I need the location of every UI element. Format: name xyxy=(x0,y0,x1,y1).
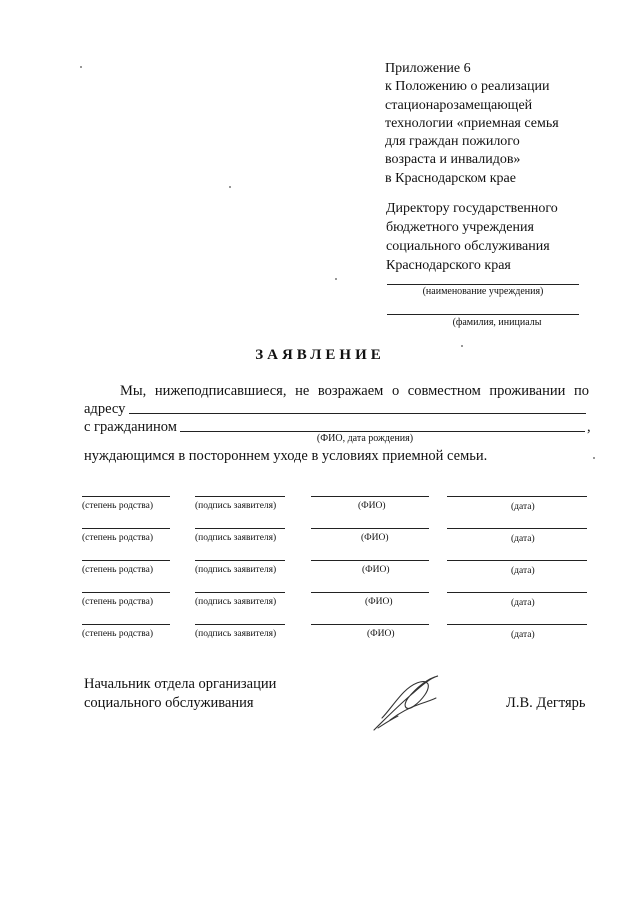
date-caption: (дата) xyxy=(511,534,535,544)
addressee-line: Директору государственного xyxy=(386,201,558,216)
signature-field[interactable] xyxy=(195,496,285,497)
signer-position-line: социального обслуживания xyxy=(84,695,254,711)
date-caption: (дата) xyxy=(511,502,535,512)
citizen-caption: (ФИО, дата рождения) xyxy=(316,433,414,444)
kinship-caption: (степень родства) xyxy=(82,565,154,575)
kinship-field[interactable] xyxy=(82,528,170,529)
citizen-label: с гражданином xyxy=(84,419,177,435)
scan-speck xyxy=(229,186,231,188)
fio-caption: (ФИО) xyxy=(361,533,389,543)
fio-caption: (ФИО) xyxy=(362,565,390,575)
institution-caption: (наименование учреждения) xyxy=(422,286,544,297)
date-caption: (дата) xyxy=(511,598,535,608)
scan-speck xyxy=(593,457,595,459)
addressee-line: Краснодарского края xyxy=(386,258,511,273)
date-caption: (дата) xyxy=(511,566,535,576)
date-field[interactable] xyxy=(447,624,587,625)
signature-field[interactable] xyxy=(195,592,285,593)
appendix-line: к Положению о реализации xyxy=(385,79,550,95)
signature-field[interactable] xyxy=(195,560,285,561)
appendix-line: в Краснодарском крае xyxy=(385,170,516,186)
name-caption: (фамилия, инициалы xyxy=(452,317,542,328)
appendix-reference xyxy=(385,60,615,188)
appendix-line: для граждан пожилого xyxy=(385,134,520,150)
fio-field[interactable] xyxy=(311,592,429,593)
kinship-caption: (степень родства) xyxy=(82,501,154,511)
signature-caption: (подпись заявителя) xyxy=(195,501,277,511)
scan-speck xyxy=(461,345,463,347)
statement-line: Мы, нижеподписавшиеся, не возражаем о совместном проживании по xyxy=(120,383,589,399)
fio-field[interactable] xyxy=(311,496,429,497)
appendix-line: стационарозамещающей xyxy=(385,97,533,113)
date-field[interactable] xyxy=(447,592,587,593)
signature-field[interactable] xyxy=(195,528,285,529)
name-line[interactable] xyxy=(387,314,579,315)
kinship-field[interactable] xyxy=(82,496,170,497)
signer-name: Л.В. Дегтярь xyxy=(506,695,586,711)
fio-caption: (ФИО) xyxy=(367,629,395,639)
kinship-field[interactable] xyxy=(82,624,170,625)
addressee-line: социального обслуживания xyxy=(386,239,550,254)
kinship-caption: (степень родства) xyxy=(82,597,154,607)
signature-caption: (подпись заявителя) xyxy=(195,533,277,543)
kinship-field[interactable] xyxy=(82,592,170,593)
date-field[interactable] xyxy=(447,528,587,529)
statement-line: нуждающимся в постороннем уходе в условиях приемной семьи. xyxy=(84,448,488,464)
document-title: ЗАЯВЛЕНИЕ xyxy=(255,347,385,363)
fio-caption: (ФИО) xyxy=(358,501,386,511)
signature-caption: (подпись заявителя) xyxy=(195,597,277,607)
institution-line[interactable] xyxy=(387,284,579,285)
signature-caption: (подпись заявителя) xyxy=(195,629,277,639)
addressee-line: бюджетного учреждения xyxy=(386,220,534,235)
kinship-caption: (степень родства) xyxy=(82,629,154,639)
signature-caption: (подпись заявителя) xyxy=(195,565,277,575)
date-field[interactable] xyxy=(447,496,587,497)
signer-position-line: Начальник отдела организации xyxy=(84,676,277,692)
date-caption: (дата) xyxy=(511,630,535,640)
kinship-field[interactable] xyxy=(82,560,170,561)
fio-field[interactable] xyxy=(311,560,429,561)
citizen-comma: , xyxy=(587,419,591,435)
appendix-line: технологии «приемная семья xyxy=(385,115,559,131)
scan-speck xyxy=(80,66,82,68)
address-label: адресу xyxy=(84,401,126,417)
address-field[interactable] xyxy=(129,413,586,414)
addressee-block xyxy=(386,199,606,275)
appendix-line: Приложение 6 xyxy=(385,61,471,76)
scan-speck xyxy=(335,278,337,280)
signature-field[interactable] xyxy=(195,624,285,625)
date-field[interactable] xyxy=(447,560,587,561)
signer-position xyxy=(84,675,276,713)
fio-caption: (ФИО) xyxy=(365,597,393,607)
fio-field[interactable] xyxy=(311,528,429,529)
appendix-line: возраста и инвалидов» xyxy=(385,152,521,168)
handwritten-signature xyxy=(368,668,448,738)
kinship-caption: (степень родства) xyxy=(82,533,154,543)
citizen-field[interactable] xyxy=(180,431,585,432)
fio-field[interactable] xyxy=(311,624,429,625)
